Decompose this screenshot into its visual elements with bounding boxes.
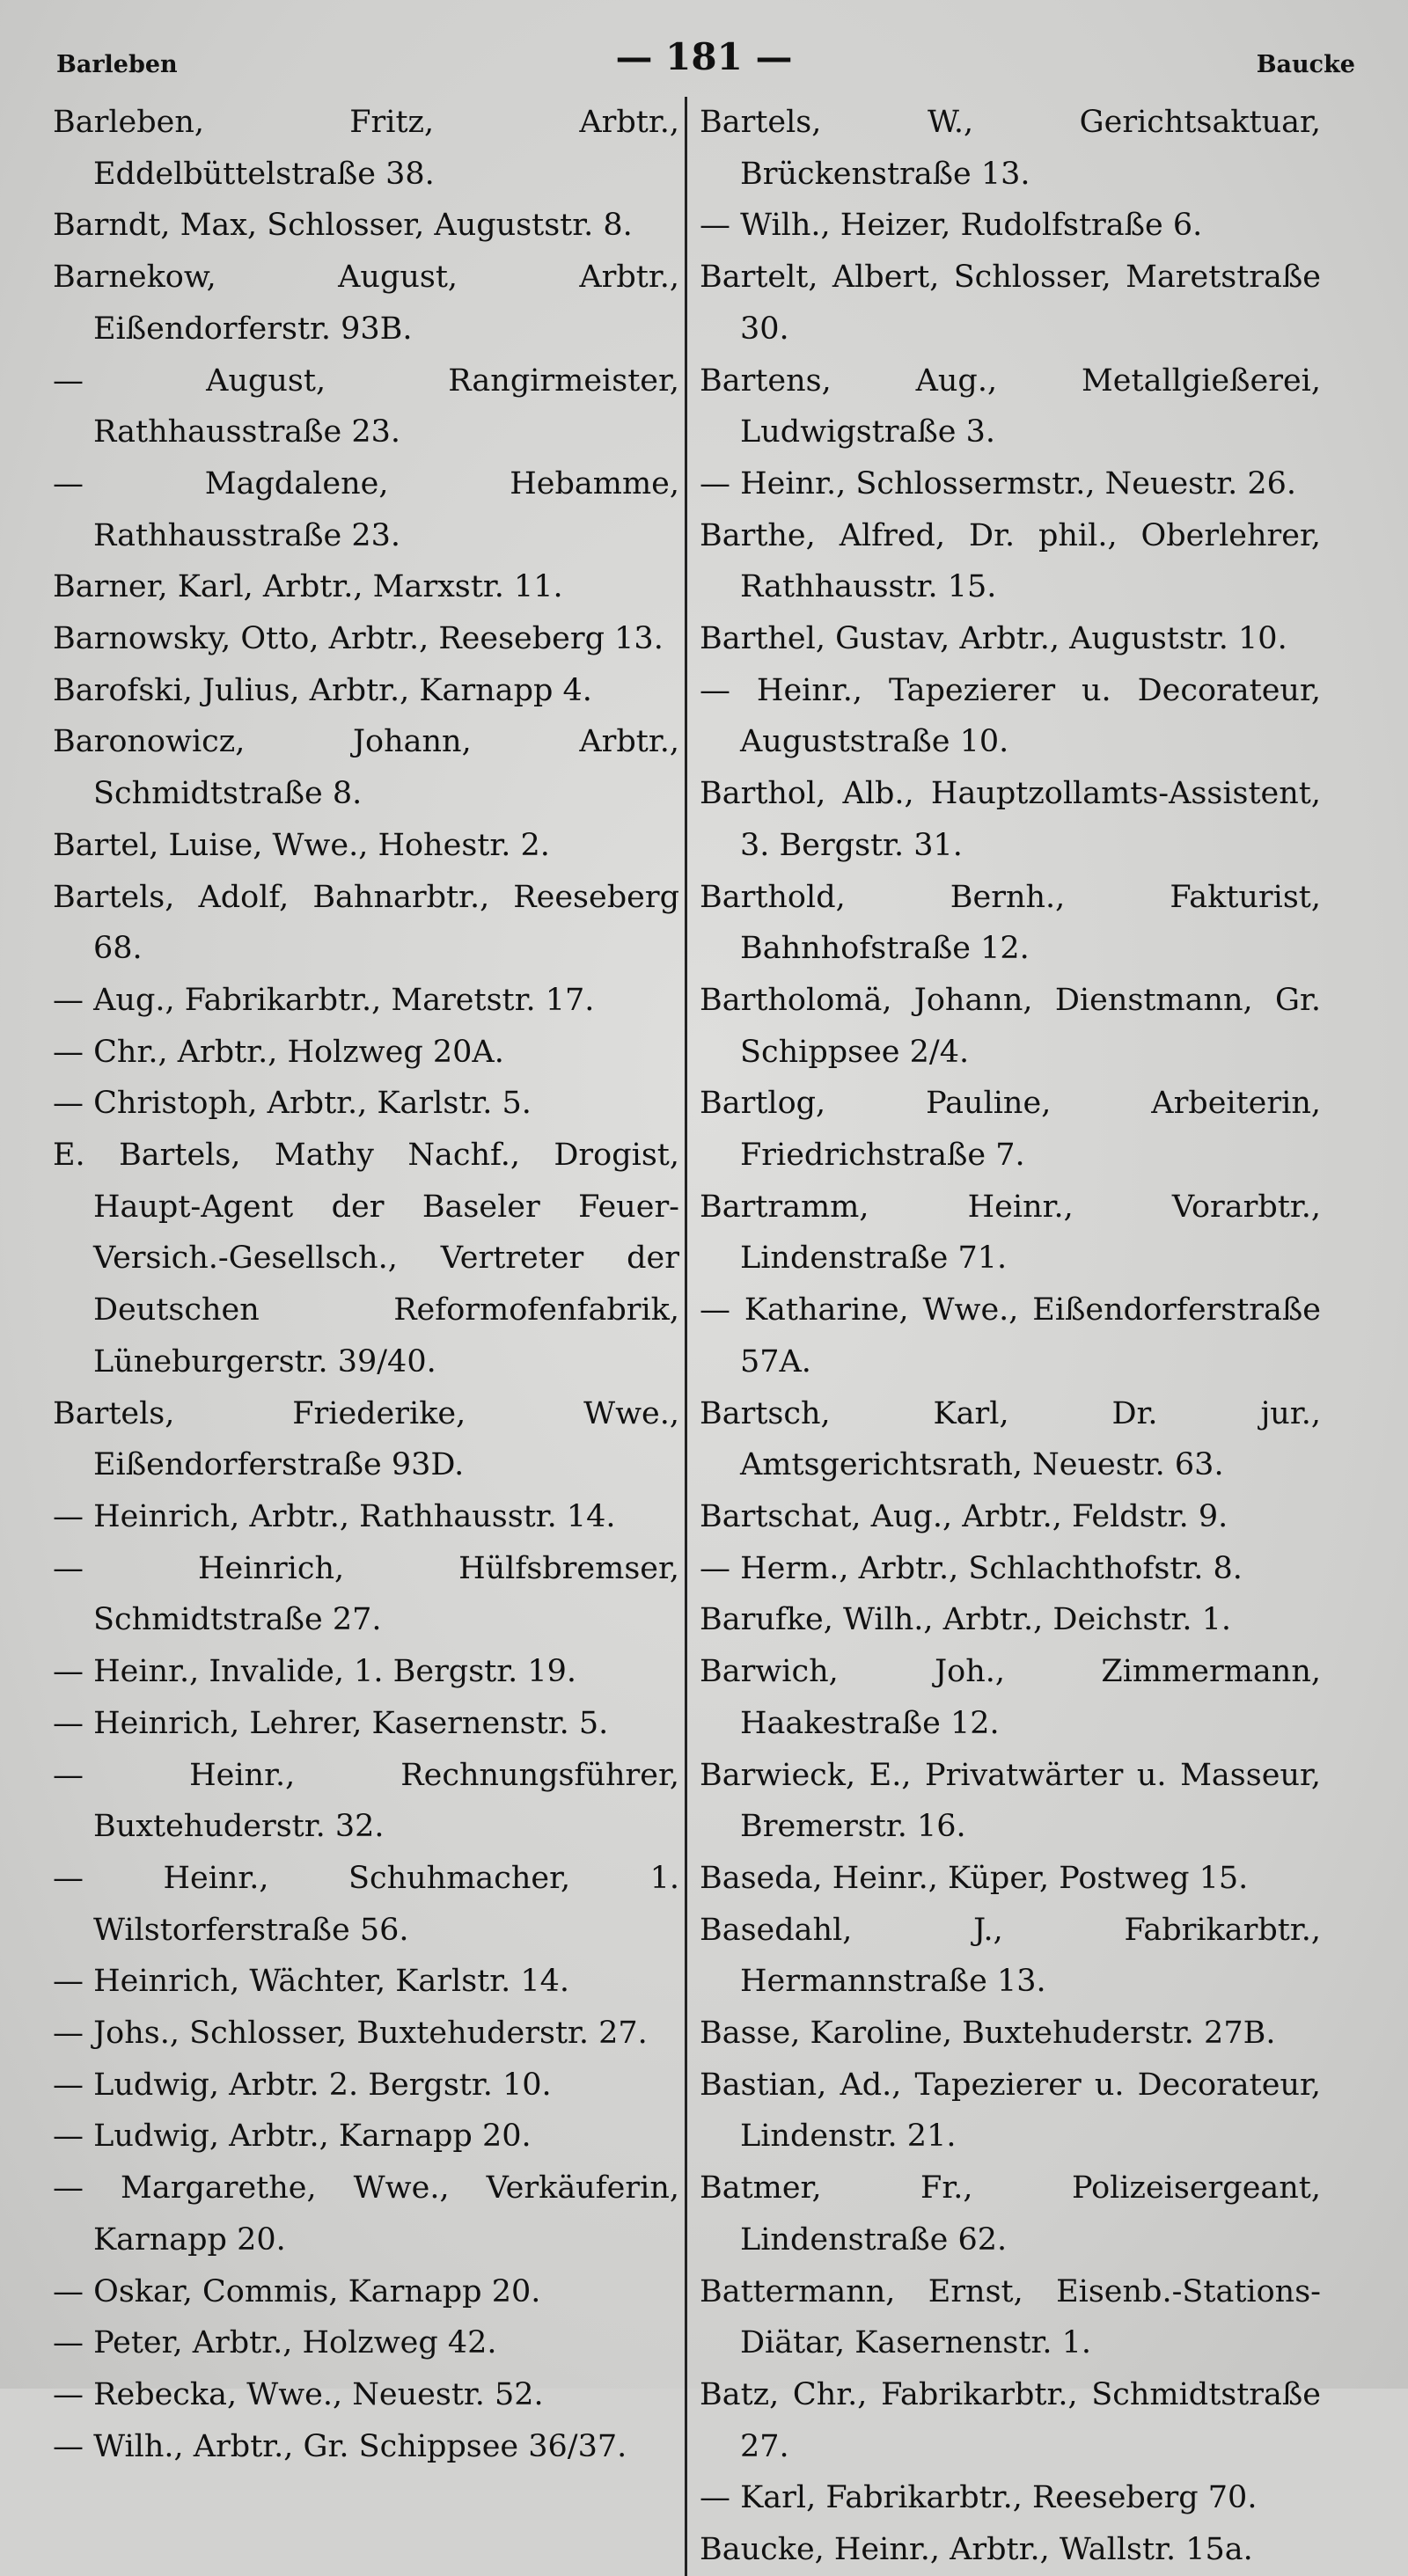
directory-entry: Bartramm, Heinr., Vorarbtr., Lindenstraße 71. bbox=[700, 1189, 1321, 1277]
directory-entry: Barnowsky, Otto, Arbtr., Reeseberg 13. bbox=[53, 621, 664, 657]
directory-entry: — Ludwig, Arbtr., Karnapp 20. bbox=[53, 2119, 532, 2155]
directory-entry: — Heinrich, Lehrer, Kasernenstr. 5. bbox=[53, 1705, 609, 1741]
directory-entry: — Wilh., Heizer, Rudolfstraße 6. bbox=[700, 208, 1203, 244]
directory-entry: — Peter, Arbtr., Holzweg 42. bbox=[53, 2325, 497, 2361]
directory-entry: Bartsch, Karl, Dr. jur., Amtsgerichtsrath, Neuestr. 63. bbox=[700, 1395, 1321, 1483]
directory-entry: — Magdalene, Hebamme, Rathhausstraße 23. bbox=[53, 465, 679, 553]
directory-entry: — Karl, Fabrikarbtr., Reeseberg 70. bbox=[700, 2480, 1258, 2516]
left-column bbox=[53, 97, 685, 2576]
directory-entry: — Heinrich, Arbtr., Rathhausstr. 14. bbox=[53, 1498, 616, 1534]
directory-entry: Bartels, Friederike, Wwe., Eißendorferstraße 93D. bbox=[53, 1395, 679, 1483]
directory-entry: — Ludwig, Arbtr. 2. Bergstr. 10. bbox=[53, 2067, 552, 2103]
directory-entry: Bartelt, Albert, Schlosser, Maretstraße 30. bbox=[700, 260, 1321, 347]
directory-entry: Bartlog, Pauline, Arbeiterin, Friedrichstraße 7. bbox=[700, 1086, 1321, 1174]
directory-entry: Battermann, Ernst, Eisenb.-Stations-Diätar, Kasernenstr. 1. bbox=[700, 2273, 1321, 2361]
directory-entry: Barner, Karl, Arbtr., Marxstr. 11. bbox=[53, 569, 563, 605]
page-number: — 181 — bbox=[615, 35, 793, 78]
directory-entry: — Aug., Fabrikarbtr., Maretstr. 17. bbox=[53, 982, 595, 1018]
directory-entry: Bastian, Ad., Tapezierer u. Decorateur, Lindenstr. 21. bbox=[700, 2067, 1321, 2155]
directory-entry: Bartels, Adolf, Bahnarbtr., Reeseberg 68. bbox=[53, 879, 679, 967]
directory-entry: — Johs., Schlosser, Buxtehuderstr. 27. bbox=[53, 2016, 648, 2052]
directory-entry: Baronowicz, Johann, Arbtr., Schmidtstraße 8. bbox=[53, 724, 679, 812]
directory-entry: — Chr., Arbtr., Holzweg 20A. bbox=[53, 1034, 504, 1070]
directory-entry: Bartholomä, Johann, Dienstmann, Gr. Schippsee 2/4. bbox=[700, 982, 1321, 1070]
directory-entry: Batmer, Fr., Polizeisergeant, Lindenstraße 62. bbox=[700, 2170, 1321, 2258]
directory-entry: — Heinr., Rechnungsführer, Buxtehuderstr. 32. bbox=[53, 1757, 679, 1845]
directory-entry: — Katharine, Wwe., Eißendorferstraße 57A. bbox=[700, 1292, 1321, 1379]
header-first-name: Barleben bbox=[56, 51, 178, 78]
directory-columns bbox=[53, 97, 1355, 2576]
directory-entry: Barthol, Alb., Hauptzollamts-Assistent, 3. Bergstr. 31. bbox=[700, 776, 1321, 863]
directory-entry: Barnekow, August, Arbtr., Eißendorferstr. 93B. bbox=[53, 260, 679, 347]
directory-entry: — Christoph, Arbtr., Karlstr. 5. bbox=[53, 1086, 532, 1122]
directory-entry: Baucke, Heinr., Arbtr., Wallstr. 15a. bbox=[700, 2532, 1253, 2568]
directory-entry: Bartel, Luise, Wwe., Hohestr. 2. bbox=[53, 827, 550, 863]
directory-entry: Basedahl, J., Fabrikarbtr., Hermannstraße 13. bbox=[700, 1912, 1321, 2000]
header-last-name: Baucke bbox=[1256, 51, 1355, 78]
directory-entry: — Herm., Arbtr., Schlachthofstr. 8. bbox=[700, 1550, 1243, 1586]
directory-entry: — Wilh., Arbtr., Gr. Schippsee 36/37. bbox=[53, 2428, 627, 2464]
directory-entry: — Heinr., Tapezierer u. Decorateur, Auguststraße 10. bbox=[700, 672, 1321, 760]
directory-entry: — August, Rangirmeister, Rathhausstraße 23. bbox=[53, 362, 679, 450]
directory-entry: Barndt, Max, Schlosser, Auguststr. 8. bbox=[53, 208, 633, 244]
directory-entry: — Rebecka, Wwe., Neuestr. 52. bbox=[53, 2376, 544, 2412]
directory-entry: Barofski, Julius, Arbtr., Karnapp 4. bbox=[53, 672, 592, 708]
directory-entry: — Margarethe, Wwe., Verkäuferin, Karnapp 20. bbox=[53, 2170, 679, 2258]
directory-entry: — Heinr., Schlossermstr., Neuestr. 26. bbox=[700, 465, 1297, 501]
directory-entry: — Heinr., Invalide, 1. Bergstr. 19. bbox=[53, 1654, 577, 1690]
directory-entry: Bartens, Aug., Metallgießerei, Ludwigstraße 3. bbox=[700, 362, 1321, 450]
directory-entry: Basse, Karoline, Buxtehuderstr. 27B. bbox=[700, 2016, 1276, 2052]
directory-entry: Barthold, Bernh., Fakturist, Bahnhofstraße 12. bbox=[700, 879, 1321, 967]
directory-entry: — Oskar, Commis, Karnapp 20. bbox=[53, 2273, 541, 2309]
directory-entry: Batz, Chr., Fabrikarbtr., Schmidtstraße 27. bbox=[700, 2376, 1321, 2464]
directory-entry: Barwieck, E., Privatwärter u. Masseur, Bremerstr. 16. bbox=[700, 1757, 1321, 1845]
directory-entry: — Heinr., Schuhmacher, 1. Wilstorferstraße 56. bbox=[53, 1860, 679, 1948]
directory-entry: — Heinrich, Hülfsbremser, Schmidtstraße 27. bbox=[53, 1550, 679, 1638]
directory-entry: Barthel, Gustav, Arbtr., Auguststr. 10. bbox=[700, 621, 1287, 657]
directory-entry: Barthe, Alfred, Dr. phil., Oberlehrer, Rathhausstr. 15. bbox=[700, 517, 1321, 605]
directory-entry: Bartschat, Aug., Arbtr., Feldstr. 9. bbox=[700, 1498, 1228, 1534]
directory-entry: — Heinrich, Wächter, Karlstr. 14. bbox=[53, 1964, 570, 2000]
directory-entry: Barufke, Wilh., Arbtr., Deichstr. 1. bbox=[700, 1602, 1232, 1638]
column-divider bbox=[685, 97, 687, 2576]
directory-entry: Baseda, Heinr., Küper, Postweg 15. bbox=[700, 1860, 1249, 1896]
directory-entry: E. Bartels, Mathy Nachf., Drogist, Haupt-Agent der Baseler Feuer-Versich.-Gesellsch., Vertreter der Deutschen Reformofenfabrik, Lüneburgerstr. 39/40. bbox=[53, 1138, 679, 1379]
directory-entry: Barleben, Fritz, Arbtr., Eddelbüttelstraße 38. bbox=[53, 105, 679, 192]
directory-entry: Bartels, W., Gerichtsaktuar, Brückenstraße 13. bbox=[700, 105, 1321, 192]
page-header bbox=[53, 18, 1355, 78]
directory-entry: Barwich, Joh., Zimmermann, Haakestraße 12. bbox=[700, 1654, 1321, 1741]
right-column bbox=[689, 97, 1321, 2576]
